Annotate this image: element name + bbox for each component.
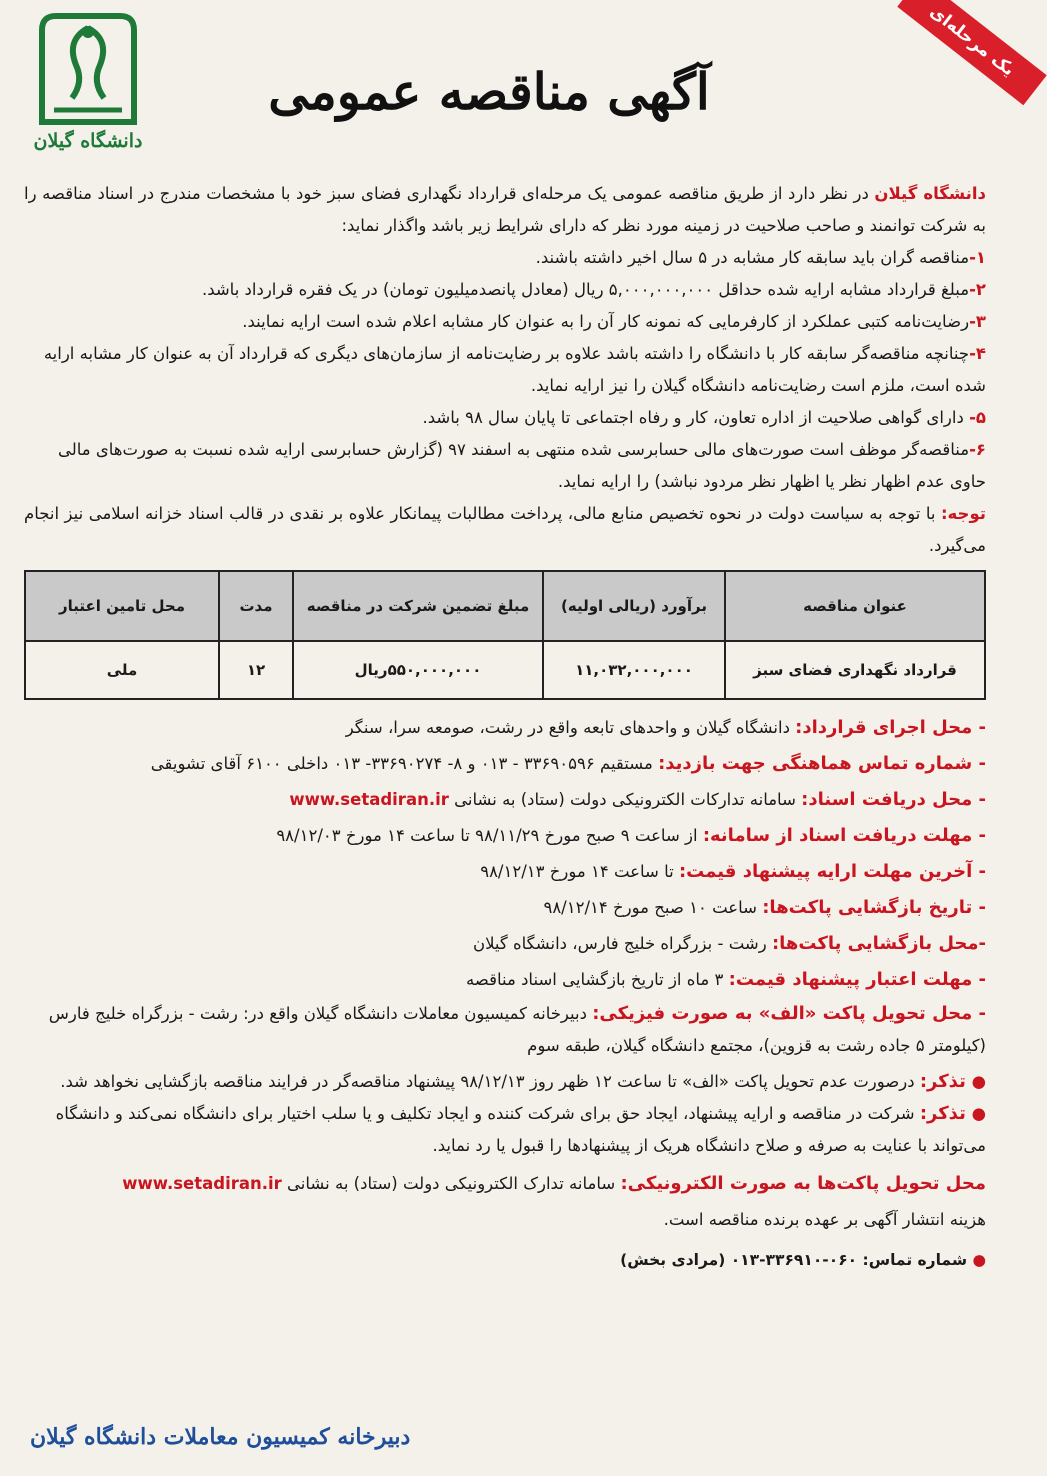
table-cell: ملی bbox=[25, 641, 219, 699]
intro-text: در نظر دارد از طریق مناقصه عمومی یک مرحله‌ای قرارداد نگهداری فضای سبز خود با مشخصات مندرج در اسناد مناقصه را به شرکت توانمند و صاحب صلاحیت در زمینه مورد نظر که دارای شرایط زیر باشد واگذار نماید: bbox=[24, 184, 986, 235]
field-value: سامانه تدارکات الکترونیکی دولت (ستاد) به نشانی bbox=[448, 790, 802, 809]
field-value: تا ساعت ۱۴ مورخ ۹۸/۱۲/۱۳ bbox=[480, 862, 679, 881]
field-key: - تاریخ بازگشایی پاکت‌ها: bbox=[762, 897, 986, 918]
condition-number: ۲- bbox=[969, 280, 986, 299]
condition-number: ۱- bbox=[969, 248, 986, 267]
condition-text: چنانچه مناقصه‌گر سابقه کار با دانشگاه را داشته باشد علاوه بر رضایت‌نامه از سازمان‌های دیگری که قرارداد آن به عنوان کار مشابه ارایه شده است، ملزم است رضایت‌نامه دانشگاه گیلان را نیز ارایه نماید. bbox=[43, 344, 986, 395]
field-value: رشت - بزرگراه خلیج فارس، دانشگاه گیلان bbox=[472, 934, 772, 953]
condition-item bbox=[24, 306, 986, 338]
table-cell: ۵۵۰,۰۰۰,۰۰۰ریال bbox=[293, 641, 543, 699]
condition-text: مناقصه گران باید سابقه کار مشابه در ۵ سال اخیر داشته باشند. bbox=[535, 248, 970, 267]
field-value: دانشگاه گیلان و واحدهای تابعه واقع در رشت، صومعه سرا، سنگر bbox=[345, 718, 796, 737]
ribbon-wrap bbox=[908, 0, 1019, 100]
condition-item bbox=[24, 402, 986, 434]
reminder-row bbox=[24, 1066, 986, 1098]
setadiran-link[interactable]: www.setadiran.ir bbox=[289, 790, 449, 809]
condition-text: مناقصه‌گر موظف است صورت‌های مالی حسابرسی شده منتهی به اسفند ۹۷ (گزارش حسابرسی ارایه شده نسبت به صورت‌های مالی حاوی عدم اظهار نظر یا اظهار نظر مردود نباشد) را ارایه نماید. bbox=[57, 440, 986, 491]
field-value: ساعت ۱۰ صبح مورخ ۹۸/۱۲/۱۴ bbox=[543, 898, 763, 917]
condition-text: رضایت‌نامه کتبی عملکرد از کارفرمایی که نمونه کار آن را به عنوان کار مشابه اعلام شده است ارایه نمایند. bbox=[242, 312, 970, 331]
table-header: مدت bbox=[219, 571, 293, 641]
stage-ribbon: یک مرحله‌ای bbox=[897, 0, 1046, 105]
cost-note: هزینه انتشار آگهی بر عهده برنده مناقصه است. bbox=[663, 1210, 986, 1229]
condition-item bbox=[24, 434, 986, 498]
field-key: - محل دریافت اسناد: bbox=[801, 789, 986, 810]
condition-item bbox=[24, 242, 986, 274]
footer-signature: دبیرخانه کمیسیون معاملات دانشگاه گیلان bbox=[30, 1424, 411, 1450]
condition-number: ۳- bbox=[969, 312, 986, 331]
condition-number: ۵- bbox=[969, 408, 986, 427]
field-row bbox=[24, 710, 986, 746]
field-key: - شماره تماس هماهنگی جهت بازدید: bbox=[658, 753, 986, 774]
university-logo bbox=[28, 10, 148, 170]
table-row bbox=[25, 641, 985, 699]
table-cell: ۱۱,۰۳۲,۰۰۰,۰۰۰ bbox=[543, 641, 725, 699]
field-key: -محل بازگشایی پاکت‌ها: bbox=[771, 933, 986, 954]
field-value: از ساعت ۹ صبح مورخ ۹۸/۱۱/۲۹ تا ساعت ۱۴ مورخ ۹۸/۱۲/۰۳ bbox=[276, 826, 703, 845]
field-key: - مهلت اعتبار پیشنهاد قیمت: bbox=[728, 969, 986, 990]
field-row bbox=[24, 746, 986, 782]
field-key: - آخرین مهلت ارایه پیشنهاد قیمت: bbox=[678, 861, 986, 882]
note-label: توجه: bbox=[940, 504, 986, 523]
electronic-key: محل تحویل پاکت‌ها به صورت الکترونیکی: bbox=[620, 1173, 986, 1194]
field-key: - محل اجرای قرارداد: bbox=[795, 717, 986, 738]
page-title: آگهی مناقصه عمومی bbox=[268, 62, 710, 121]
logo-text: دانشگاه گیلان bbox=[33, 130, 143, 152]
field-row bbox=[24, 962, 986, 998]
note-paragraph bbox=[24, 498, 986, 562]
field-row bbox=[24, 782, 986, 818]
university-logo-icon bbox=[36, 10, 140, 128]
condition-text: مبلغ قرارداد مشابه ارایه شده حداقل ۵,۰۰۰,۰۰۰,۰۰۰ ریال (معادل پانصدمیلیون تومان) در یک فقره قرارداد باشد. bbox=[201, 280, 970, 299]
field-row bbox=[24, 854, 986, 890]
condition-number: ۴- bbox=[969, 344, 986, 363]
conditions-list bbox=[24, 242, 986, 498]
field-value: مستقیم ۳۳۶۹۰۵۹۶ - ۰۱۳ و ۸- ۳۳۶۹۰۲۷۴- ۰۱۳ داخلی ۶۱۰۰ آقای تشویقی bbox=[150, 754, 659, 773]
reminder-key: تذکر: bbox=[919, 1071, 966, 1092]
field-value: ۳ ماه از تاریخ بازگشایی اسناد مناقصه bbox=[465, 970, 729, 989]
bullet-icon: ● bbox=[965, 1072, 986, 1091]
field-key: - مهلت دریافت اسناد از سامانه: bbox=[702, 825, 986, 846]
condition-number: ۶- bbox=[969, 440, 986, 459]
field-key: - محل تحویل پاکت «الف» به صورت فیزیکی: bbox=[592, 1003, 986, 1024]
content bbox=[0, 178, 1008, 1276]
reminder-row bbox=[24, 1098, 986, 1162]
reminder-key: تذکر: bbox=[919, 1103, 966, 1124]
field-value: دبیرخانه کمیسیون معاملات دانشگاه گیلان واقع در: رشت - بزرگراه خلیج فارس (کیلومتر ۵ جاده رشت به قزوین)، مجتمع دانشگاه گیلان، طبقه سوم bbox=[48, 1004, 986, 1055]
condition-item bbox=[24, 274, 986, 306]
tender-table bbox=[24, 570, 986, 700]
reminder-value: شرکت در مناقصه و ارایه پیشنهاد، ایجاد حق برای شرکت کننده و ایجاد تکلیف و یا سلب اختیار برای دانشگاه نمی‌کند و دانشگاه می‌تواند با عنایت به صرفه و صلاح دانشگاه هریک از پیشنهادها را قبول یا رد نماید. bbox=[55, 1104, 986, 1155]
electronic-value: سامانه تدارک الکترونیکی دولت (ستاد) به نشانی bbox=[281, 1174, 621, 1193]
table-header-row bbox=[25, 571, 985, 641]
table-cell: قرارداد نگهداری فضای سبز bbox=[725, 641, 985, 699]
intro-org: دانشگاه گیلان bbox=[874, 184, 986, 203]
bullet-icon: ● bbox=[967, 1251, 986, 1269]
condition-text: دارای گواهی صلاحیت از اداره تعاون، کار و رفاه اجتماعی تا پایان سال ۹۸ باشد. bbox=[422, 408, 970, 427]
intro-paragraph bbox=[24, 178, 986, 242]
setadiran-link-electronic[interactable]: www.setadiran.ir bbox=[122, 1174, 282, 1193]
table-header: محل تامین اعتبار bbox=[25, 571, 219, 641]
contact-text: شماره تماس: ۰۶۰-۳۳۶۹۱۰-۰۱۳ (مرادی بخش) bbox=[620, 1251, 968, 1269]
header bbox=[0, 0, 1019, 178]
fields-list bbox=[24, 710, 986, 1062]
table-header: عنوان مناقصه bbox=[725, 571, 985, 641]
field-row bbox=[24, 926, 986, 962]
condition-item bbox=[24, 338, 986, 402]
field-row bbox=[24, 818, 986, 854]
table-header: برآورد (ریالی اولیه) bbox=[543, 571, 725, 641]
electronic-row bbox=[24, 1166, 986, 1202]
reminders-list bbox=[24, 1066, 986, 1162]
note-text: با توجه به سیاست دولت در نحوه تخصیص منابع مالی، پرداخت مطالبات پیمانکار علاوه بر نقدی در قالب اسناد خزانه اسلامی نیز انجام می‌گیرد. bbox=[24, 504, 986, 555]
contact-row bbox=[24, 1244, 986, 1276]
field-row bbox=[24, 998, 986, 1062]
field-row bbox=[24, 890, 986, 926]
table-header: مبلغ تضمین شرکت در مناقصه bbox=[293, 571, 543, 641]
reminder-value: درصورت عدم تحویل پاکت «الف» تا ساعت ۱۲ ظهر روز ۹۸/۱۲/۱۳ پیشنهاد مناقصه‌گر در فرایند مناقصه بازگشایی نخواهد شد. bbox=[60, 1072, 920, 1091]
table-cell: ۱۲ bbox=[219, 641, 293, 699]
bullet-icon: ● bbox=[965, 1104, 986, 1123]
